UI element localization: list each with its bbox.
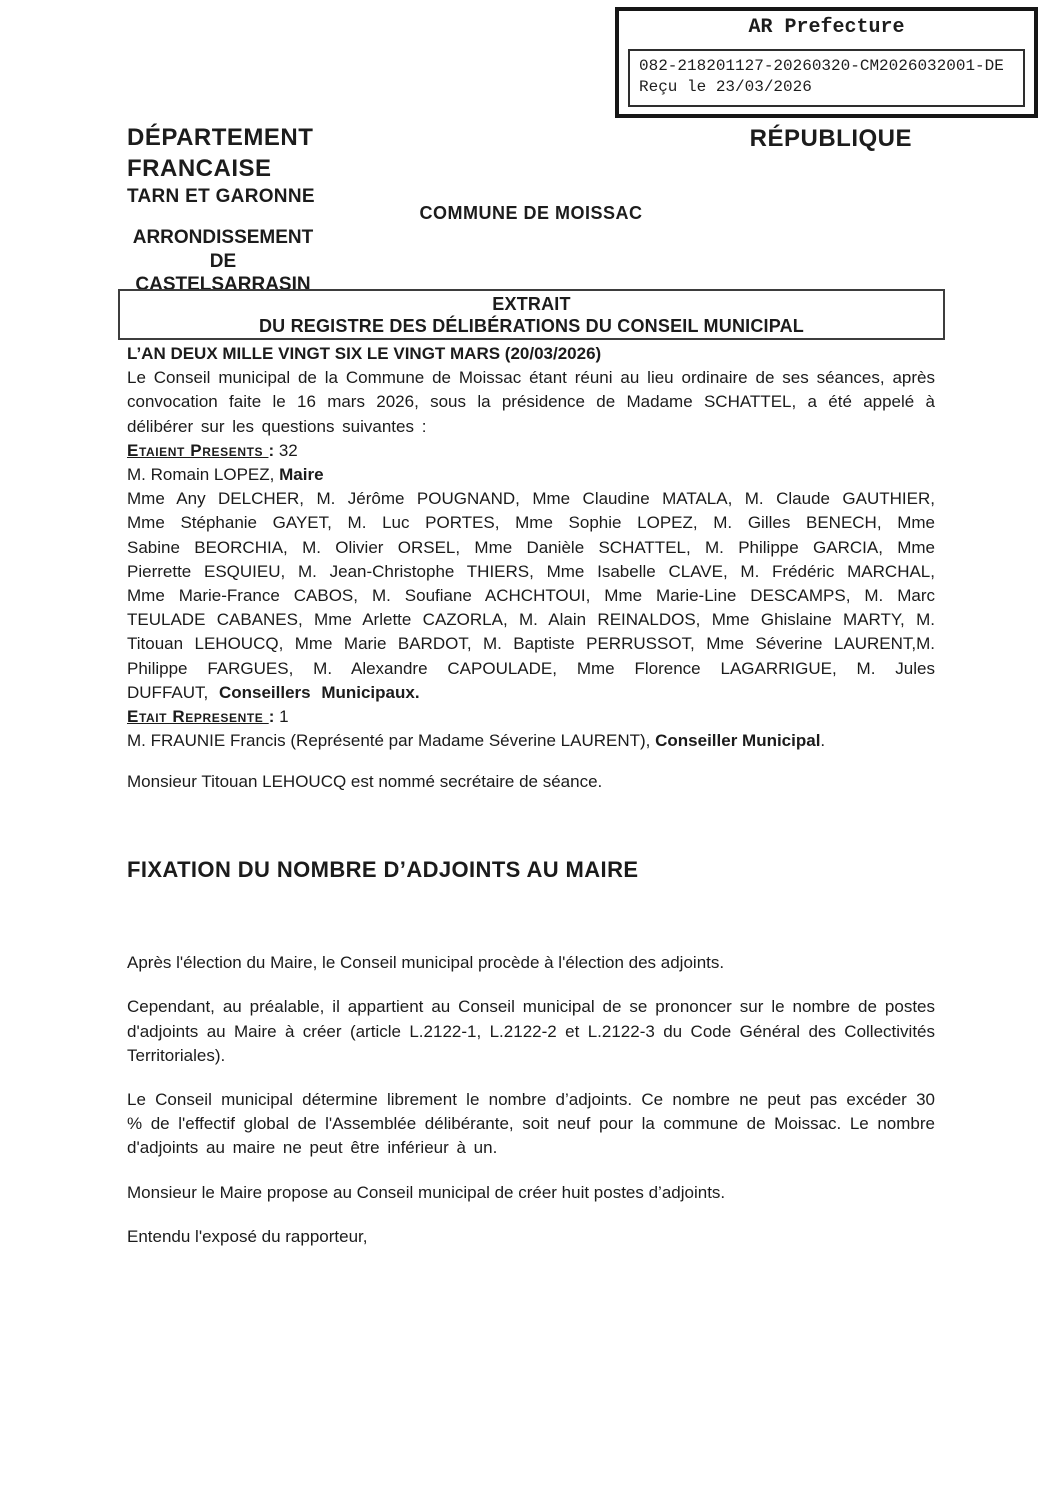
represented-person-line: M. FRAUNIE Francis (Représenté par Madame Séverine LAURENT), Conseiller Municipal.	[127, 731, 826, 751]
arrondissement-block	[127, 226, 319, 297]
extract-title-line1: EXTRAIT	[492, 294, 571, 314]
ar-prefecture-stamp	[615, 7, 1038, 118]
extract-title-box	[118, 289, 945, 340]
mayor-line: M. Romain LOPEZ, Maire	[127, 465, 324, 485]
deliberation-paragraph-5: Entendu l'exposé du rapporteur,	[127, 1226, 368, 1246]
present-count-line: Etaient Presents : 32	[127, 440, 298, 460]
session-section	[127, 342, 935, 753]
deliberation-paragraph-1: Après l'élection du Maire, le Conseil municipal procède à l'élection des adjoints.	[127, 953, 725, 973]
stamp-title: AR Prefecture	[748, 16, 905, 39]
commune-title: COMMUNE DE MOISSAC	[419, 203, 643, 223]
stamp-inner-box	[628, 49, 1025, 107]
deliberation-title: FIXATION DU NOMBRE D’ADJOINTS AU MAIRE	[127, 857, 639, 883]
secretary-line: Monsieur Titouan LEHOUCQ est nommé secrétaire de séance.	[127, 772, 603, 791]
session-intro: Le Conseil municipal de la Commune de Moissac étant réuni au lieu ordinaire de ses séances, après convocation faite le 16 mars 2026, sous la présidence de Madame SCHATTEL, a été appelé à délibérer sur les questions suivantes :	[127, 368, 935, 436]
department-line1: DÉPARTEMENT	[127, 124, 314, 151]
department-region: TARN ET GARONNE	[127, 186, 315, 207]
represented-count-line: Etait Represente : 1	[127, 707, 289, 727]
deliberation-paragraph-3: Le Conseil municipal détermine librement le nombre d’adjoints. Ce nombre ne peut pas excéder 30 % de l'effectif global de l'Assemblée délibérante, soit neuf pour la commune de Moissac. Le nombre d'adjoints au maire ne peut être inférieur à un.	[127, 1090, 935, 1158]
republic-title: RÉPUBLIQUE	[749, 125, 912, 152]
department-block	[127, 122, 319, 210]
arrondissement-line3: CASTELSARRASIN	[135, 274, 311, 295]
extract-title-line2: DU REGISTRE DES DÉLIBÉRATIONS DU CONSEIL MUNICIPAL	[258, 316, 805, 336]
department-line2: FRANCAISE	[127, 155, 272, 182]
stamp-received-date: Reçu le 23/03/2026	[639, 78, 812, 96]
arrondissement-line2: DE	[209, 250, 237, 272]
councillors-list: Mme Any DELCHER, M. Jérôme POUGNAND, Mme Claudine MATALA, M. Claude GAUTHIER, Mme Stéphanie GAYET, M. Luc PORTES, Mme Sophie LOPEZ, M. Gilles BENECH, Mme Sabine BEORCHIA, M. Olivier ORSEL, Mme Danièle SCHATTEL, M. Philippe GARCIA, Mme Pierrette ESQUIEU, M. Jean-Christophe THIERS, Mme Isabelle CLAVE, M. Frédéric MARCHAL, Mme Marie-France CABOS, M. Soufiane ACHCHTOUI, Mme Marie-Line DESCAMPS, M. Marc TEULADE CABANES, Mme Arlette CAZORLA, M. Alain REINALDOS, Mme Ghislaine MARTY, M. Titouan LEHOUCQ, Mme Marie BARDOT, M. Baptiste PERRUSSOT, Mme Séverine LAURENT,M. Philippe FARGUES, M. Alexandre CAPOULADE, Mme Florence LAGARRIGUE, M. Jules DUFFAUT, Conseillers Municipaux.	[127, 489, 935, 702]
arrondissement-line1: ARRONDISSEMENT	[132, 227, 314, 248]
deliberation-paragraph-2: Cependant, au préalable, il appartient au Conseil municipal de se prononcer sur le nombre de postes d'adjoints au Maire à créer (article L.2122-1, L.2122-2 et L.2122-3 du Code Général des Collectivités Territoriales).	[127, 997, 935, 1065]
deliberation-section	[127, 770, 935, 1249]
session-date-line: L’AN DEUX MILLE VINGT SIX LE VINGT MARS (20/03/2026)	[127, 344, 602, 363]
stamp-reference: 082-218201127-20260320-CM2026032001-DE	[639, 57, 1004, 75]
deliberation-paragraph-4: Monsieur le Maire propose au Conseil municipal de créer huit postes d’adjoints.	[127, 1182, 726, 1202]
